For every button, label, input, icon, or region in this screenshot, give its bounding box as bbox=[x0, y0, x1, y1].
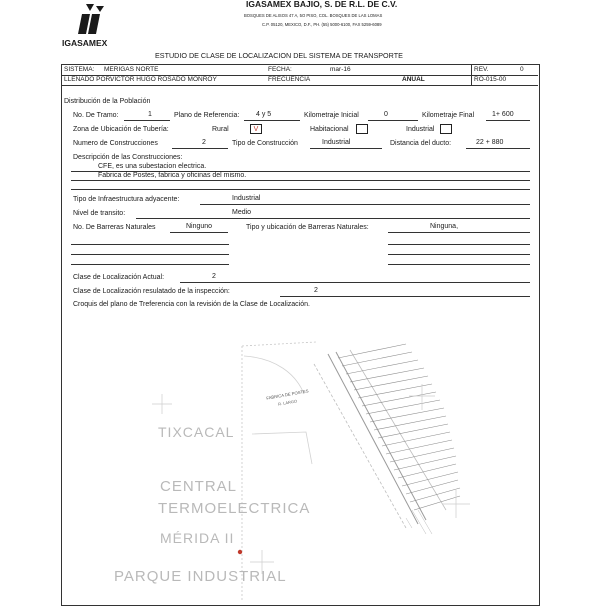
num-construcciones-line bbox=[172, 148, 228, 149]
plano-line bbox=[244, 120, 300, 121]
tipo-barreras-rule-2 bbox=[388, 254, 530, 255]
sketch-place-5: PARQUE INDUSTRIAL bbox=[114, 568, 287, 585]
clase-inspeccion-label: Clase de Localización resulatado de la inspección: bbox=[73, 288, 230, 295]
frecuencia-value: ANUAL bbox=[402, 76, 425, 83]
clase-inspeccion-value: 2 bbox=[314, 287, 318, 294]
rev-col-divider bbox=[471, 64, 472, 85]
industrial-label: Industrial bbox=[406, 126, 435, 133]
study-title: ESTUDIO DE CLASE DE LOCALIZACION DEL SISTEMA DE TRANSPORTE bbox=[155, 51, 403, 60]
logo-mark-icon bbox=[72, 2, 112, 36]
info-row-divider-2 bbox=[62, 85, 538, 86]
tramo-line bbox=[124, 120, 170, 121]
sketch-drawing bbox=[66, 314, 534, 600]
infraestructura-label: Tipo de Infraestructura adyacente: bbox=[73, 196, 180, 203]
distancia-line bbox=[466, 148, 530, 149]
sketch-place-1: TIXCACAL bbox=[158, 424, 235, 440]
km-inicial-label: Kilometraje Inicial bbox=[304, 112, 359, 119]
distancia-label: Distancia del ducto: bbox=[390, 140, 452, 147]
sketch-area bbox=[66, 314, 534, 600]
plano-label: Plano de Referencia: bbox=[174, 112, 240, 119]
barreras-rule-2 bbox=[71, 254, 229, 255]
descripcion-label: Descripción de las Construcciones: bbox=[73, 154, 183, 161]
barreras-label: No. De Barreras Naturales bbox=[73, 224, 156, 231]
descripcion-rule-3 bbox=[71, 189, 530, 190]
barreras-line bbox=[170, 232, 228, 233]
plano-value: 4 y 5 bbox=[256, 111, 272, 118]
llenado-value: VICTOR HUGO ROSADO MONROY bbox=[110, 76, 217, 83]
sistema-value: MERIGAS NORTE bbox=[104, 66, 159, 73]
distancia-value: 22 + 880 bbox=[476, 139, 504, 146]
sketch-place-3: TERMOELECTRICA bbox=[158, 500, 311, 517]
sketch-place-2: CENTRAL bbox=[160, 478, 238, 495]
transito-line bbox=[136, 218, 530, 219]
company-name: IGASAMEX BAJIO, S. DE R.L. DE C.V. bbox=[246, 0, 398, 9]
km-inicial-line bbox=[368, 120, 418, 121]
km-inicial-value: 0 bbox=[384, 111, 388, 118]
tipo-barreras-rule-1 bbox=[388, 244, 530, 245]
company-address-2: C.P. 05120, MEXICO, D.F., PH. (55) 5000-6100, FAX 5259-6089 bbox=[262, 22, 382, 27]
tramo-label: No. De Tramo: bbox=[73, 112, 119, 119]
km-final-label: Kilometraje Final bbox=[422, 112, 475, 119]
rev-label: REV. bbox=[474, 66, 489, 73]
barreras-rule-1 bbox=[71, 244, 229, 245]
rev-value: 0 bbox=[520, 66, 524, 73]
sketch-road-label: FABRICA DE POSTES bbox=[265, 388, 309, 401]
clase-actual-line bbox=[180, 282, 530, 283]
tipo-barreras-label: Tipo y ubicación de Barreras Naturales: bbox=[246, 224, 369, 231]
fecha-value: mar-16 bbox=[330, 66, 351, 73]
tramo-value: 1 bbox=[148, 111, 152, 118]
descripcion-line-1: CFE, es una subestacion electrica. bbox=[98, 163, 207, 170]
sketch-place-4: MÉRIDA II bbox=[160, 530, 235, 546]
habitacional-label: Habitacional bbox=[310, 126, 349, 133]
zona-label: Zona de Ubicación de Tubería: bbox=[73, 126, 169, 133]
num-construcciones-label: Numero de Construcciones bbox=[73, 140, 158, 147]
descripcion-rule-2 bbox=[71, 180, 530, 181]
rural-label: Rural bbox=[212, 126, 229, 133]
tipo-construccion-label: Tipo de Construcción bbox=[232, 140, 298, 147]
section-title: Distribución de la Población bbox=[64, 98, 151, 105]
km-final-value: 1+ 600 bbox=[492, 111, 514, 118]
fecha-label: FECHA: bbox=[268, 66, 292, 73]
clase-inspeccion-line bbox=[280, 296, 530, 297]
clase-actual-label: Clase de Localización Actual: bbox=[73, 274, 165, 281]
km-final-line bbox=[486, 120, 530, 121]
barreras-value: Ninguno bbox=[186, 223, 213, 230]
tipo-barreras-line bbox=[388, 232, 530, 233]
tipo-barreras-rule-3 bbox=[388, 264, 530, 265]
tipo-construccion-line bbox=[310, 148, 382, 149]
sistema-label: SISTEMA: bbox=[64, 66, 95, 73]
tipo-barreras-value: Ninguna, bbox=[430, 223, 459, 230]
company-logo bbox=[72, 2, 112, 36]
infraestructura-line bbox=[200, 204, 530, 205]
descripcion-line-2: Fabrica de Postes, fabrica y oficinas del mismo. bbox=[98, 172, 247, 179]
croquis-label: Croquis del plano de Treferencia con la revisión de la Clase de Localización. bbox=[73, 301, 310, 308]
habitacional-checkbox[interactable] bbox=[356, 124, 368, 134]
logo-label: IGASAMEX bbox=[62, 38, 108, 48]
transito-value: Medio bbox=[232, 209, 252, 216]
company-address-1: BOSQUES DE ALISOS 47 A, 5O PISO, COL. BOSQUES DE LAS LOMAS bbox=[244, 13, 383, 18]
transito-label: Nivel de transito: bbox=[73, 210, 126, 217]
barreras-rule-3 bbox=[71, 264, 229, 265]
rural-checkbox[interactable]: V bbox=[250, 124, 262, 134]
infraestructura-value: Industrial bbox=[232, 195, 261, 202]
form-code: RO-015-00 bbox=[474, 76, 507, 83]
frecuencia-label: FRECUENCIA bbox=[268, 76, 311, 83]
num-construcciones-value: 2 bbox=[202, 139, 206, 146]
tipo-construccion-value: Industrial bbox=[322, 139, 351, 146]
clase-actual-value: 2 bbox=[212, 273, 216, 280]
industrial-checkbox[interactable] bbox=[440, 124, 452, 134]
llenado-label: LLENADO POR: bbox=[64, 76, 113, 83]
sketch-road-label-2: R. LARGO bbox=[277, 398, 298, 407]
